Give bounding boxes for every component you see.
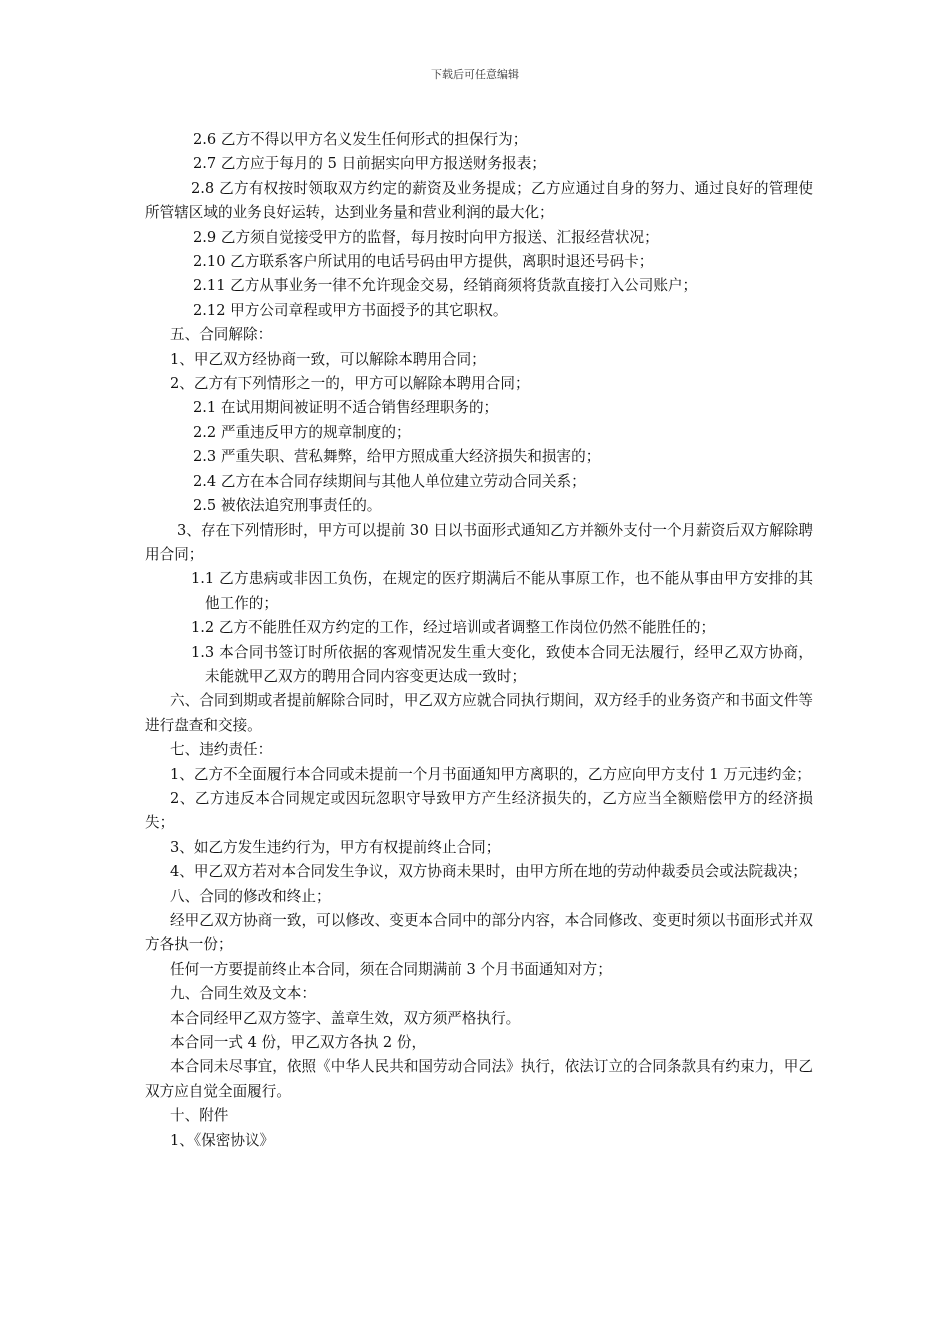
section-10-title: 十、附件 <box>170 1107 229 1125</box>
section-5-item-3-2: 1.2 乙方不能胜任双方约定的工作，经过培训或者调整工作岗位仍然不能胜任的； <box>191 619 716 637</box>
section-5-item-2-4: 2.4 乙方在本合同存续期间与其他人单位建立劳动合同关系； <box>193 472 586 490</box>
section-5-item-3-1: 1.1 乙方患病或非因工负伤，在规定的医疗期满后不能从事原工作，也不能从事由甲方安排的其他工作的； <box>191 570 813 612</box>
section-9-item-3: 本合同未尽事宜，依照《中华人民共和国劳动合同法》执行，依法订立的合同条款具有约束力，甲乙双方应自觉全面履行。 <box>145 1058 813 1100</box>
section-8-item-1: 经甲乙双方协商一致，可以修改、变更本合同中的部分内容，本合同修改、变更时须以书面形式并双方各执一份； <box>145 912 813 954</box>
clause-2-11: 2.11 乙方从事业务一律不允许现金交易，经销商须将货款直接打入公司账户； <box>193 277 698 295</box>
section-8-title: 八、合同的修改和终止； <box>170 887 331 905</box>
section-9-item-1: 本合同经甲乙双方签字、盖章生效，双方须严格执行。 <box>170 1009 521 1027</box>
section-7-item-4: 4、甲乙双方若对本合同发生争议，双方协商未果时，由甲方所在地的劳动仲裁委员会或法院裁决； <box>170 863 807 881</box>
clause-2-8: 2.8 乙方有权按时领取双方约定的薪资及业务提成；乙方应通过自身的努力、通过良好的管理使所管辖区域的业务良好运转，达到业务量和营业利润的最大化； <box>145 179 813 222</box>
section-5-item-3-3: 1.3 本合同书签订时所依据的客观情况发生重大变化，致使本合同无法履行，经甲乙双方协商，未能就甲乙双方的聘用合同内容变更达成一致时； <box>191 643 813 685</box>
section-5-item-2-2: 2.2 严重违反甲方的规章制度的； <box>193 423 411 441</box>
section-5-title: 五、合同解除： <box>170 326 273 344</box>
section-5-item-1: 1、甲乙双方经协商一致，可以解除本聘用合同； <box>170 350 486 368</box>
section-9-item-2: 本合同一式 4 份，甲乙双方各执 2 份， <box>170 1034 427 1052</box>
section-5-item-2: 2、乙方有下列情形之一的，甲方可以解除本聘用合同； <box>170 375 530 393</box>
section-10-item-1: 1、《保密协议》 <box>170 1131 275 1149</box>
section-5-item-2-3: 2.3 严重失职、营私舞弊，给甲方照成重大经济损失和损害的； <box>193 448 601 466</box>
clause-2-9: 2.9 乙方须自觉接受甲方的监督，每月按时向甲方报送、汇报经营状况； <box>193 228 659 246</box>
section-5-item-3: 3、存在下列情形时，甲方可以提前 30 日以书面形式通知乙方并额外支付一个月薪资后双方解除聘用合同； <box>145 521 813 563</box>
section-5-item-2-5: 2.5 被依法追究刑事责任的。 <box>193 497 382 515</box>
clause-2-7: 2.7 乙方应于每月的 5 日前据实向甲方报送财务报表； <box>193 155 546 173</box>
section-7-item-2: 2、乙方违反本合同规定或因玩忽职守导致甲方产生经济损失的，乙方应当全额赔偿甲方的经济损失； <box>145 789 813 832</box>
clause-2-10: 2.10 乙方联系客户所试用的电话号码由甲方提供，离职时退还号码卡； <box>193 253 654 271</box>
section-8-item-2: 任何一方要提前终止本合同，须在合同期满前 3 个月书面通知对方； <box>170 960 612 978</box>
clause-2-12: 2.12 甲方公司章程或甲方书面授予的其它职权。 <box>193 301 508 319</box>
section-7-item-3: 3、如乙方发生违约行为，甲方有权提前终止合同； <box>170 838 501 856</box>
section-9-title: 九、合同生效及文本： <box>170 985 316 1003</box>
clause-2-6: 2.6 乙方不得以甲方名义发生任何形式的担保行为； <box>193 131 528 148</box>
section-7-item-1: 1、乙方不全面履行本合同或未提前一个月书面通知甲方离职的，乙方应向甲方支付 1 万元违约金； <box>170 765 811 783</box>
page-header: 下载后可任意编辑 <box>431 68 519 81</box>
section-7-title: 七、违约责任： <box>170 741 273 759</box>
section-6: 六、合同到期或者提前解除合同时，甲乙双方应就合同执行期间，双方经手的业务资产和书面文件等进行盘查和交接。 <box>145 692 813 734</box>
section-5-item-2-1: 2.1 在试用期间被证明不适合销售经理职务的； <box>193 399 499 417</box>
document-body <box>145 128 813 1153</box>
